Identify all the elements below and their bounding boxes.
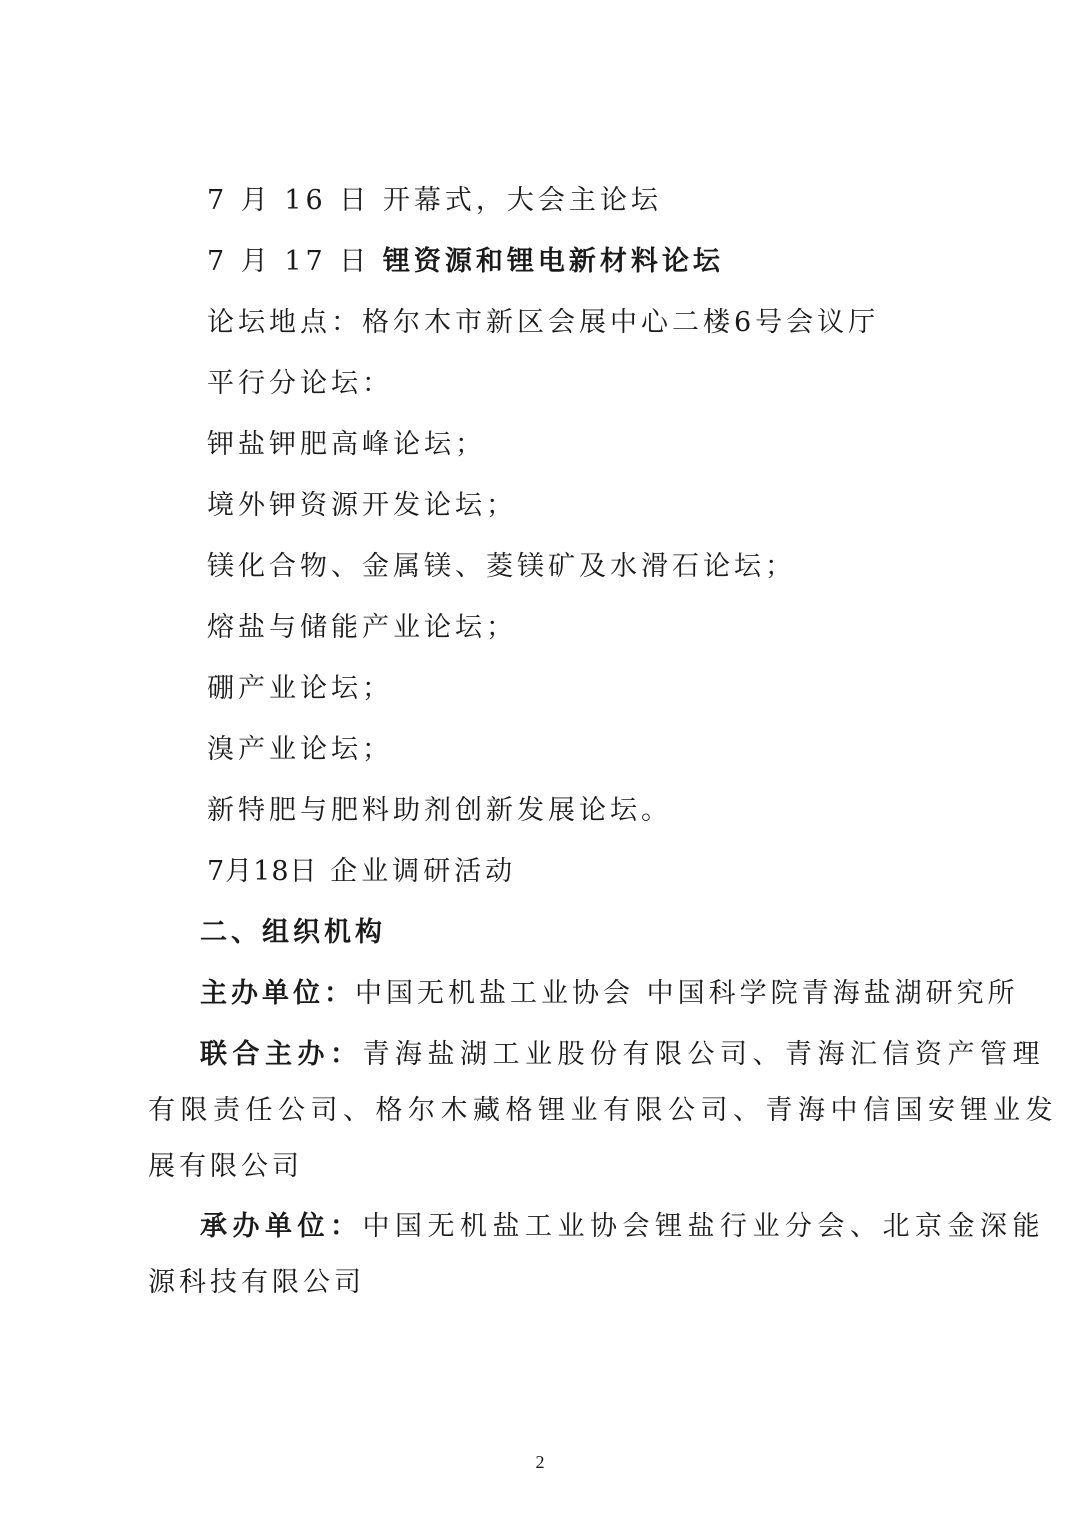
organizer-text: 中国无机盐工业协会锂盐行业分会、北京金深能 — [362, 1211, 1045, 1242]
page-number: 2 — [535, 1452, 545, 1472]
organizer-label: 承办单位： — [200, 1211, 363, 1242]
schedule-day17 — [207, 244, 724, 280]
parallel-forum-item: 钾盐钾肥高峰论坛； — [207, 429, 486, 460]
co-host-line-2: 有限责任公司、格尔木藏格锂业有限公司、青海中信国安锂业发 — [148, 1095, 1058, 1126]
schedule-day18-date: 7月18日 — [207, 856, 318, 887]
parallel-forum-item: 境外钾资源开发论坛； — [207, 490, 517, 521]
schedule-day18-event: 企业调研活动 — [330, 856, 517, 887]
parallel-forum-item: 新特肥与肥料助剂创新发展论坛。 — [207, 795, 672, 826]
schedule-day18 — [207, 854, 516, 890]
organizer-line-2: 源科技有限公司 — [148, 1267, 365, 1298]
co-host-text: 青海盐湖工业股份有限公司、青海汇信资产管理 — [362, 1039, 1045, 1070]
parallel-forum-item: 熔盐与储能产业论坛； — [207, 612, 517, 643]
host-units — [200, 976, 1019, 1012]
forum-venue: 论坛地点：格尔木市新区会展中心二楼6号会议厅 — [207, 307, 880, 338]
parallel-forum-item: 硼产业论坛； — [207, 673, 393, 704]
schedule-day16-event: 开幕式，大会主论坛 — [382, 185, 662, 216]
schedule-day16-date: 7 月 16 日 — [207, 185, 371, 216]
co-host-label: 联合主办： — [200, 1039, 363, 1070]
parallel-forums-title: 平行分论坛： — [207, 368, 393, 399]
schedule-day16 — [207, 183, 662, 219]
schedule-day17-event: 锂资源和锂电新材料论坛 — [382, 246, 724, 277]
host-value: 中国无机盐工业协会 中国科学院青海盐湖研究所 — [355, 978, 1019, 1009]
section-heading: 二、组织机构 — [200, 917, 386, 948]
parallel-forum-item: 溴产业论坛； — [207, 734, 393, 765]
schedule-day17-date: 7 月 17 日 — [207, 246, 371, 277]
parallel-forum-item: 镁化合物、金属镁、菱镁矿及水滑石论坛； — [207, 551, 796, 582]
co-host-line-3: 展有限公司 — [148, 1151, 303, 1182]
host-label: 主办单位： — [200, 978, 355, 1009]
co-host-line-1 — [200, 1037, 1045, 1073]
organizer-line-1 — [200, 1209, 1045, 1245]
